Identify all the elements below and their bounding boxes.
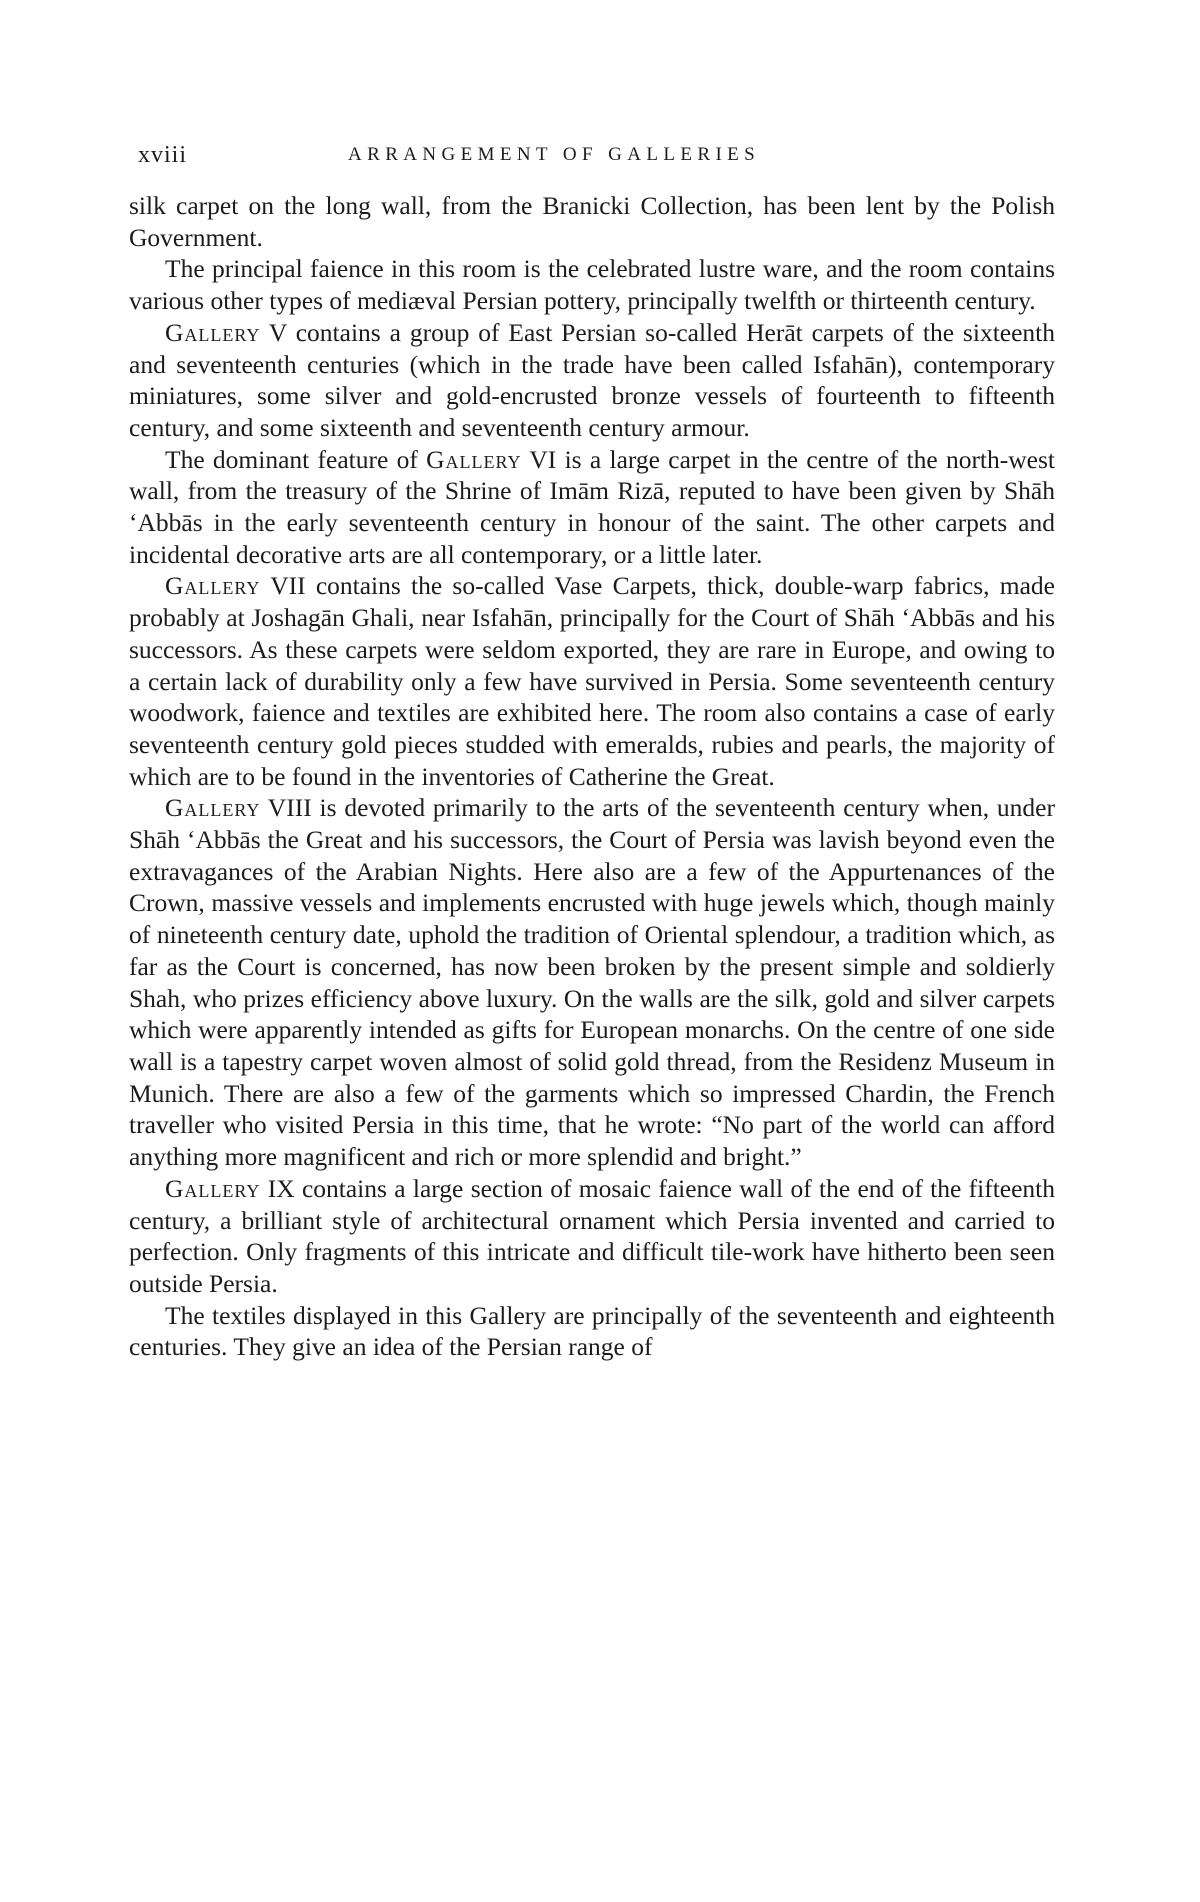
gallery-label: Gallery xyxy=(426,444,522,474)
paragraph-faience: The principal faience in this room is the celebrated lustre ware, and the room contains various other types of mediæval Persian pottery, principally twelfth or thirteenth century. xyxy=(129,254,1055,316)
paragraph-gallery-vi: The dominant feature of Gallery VI is a large carpet in the centre of the north-west wall, from the treasury of the Shrine of Imām Rizā, reputed to have been given by Shāh ‘Abbās in the early seventeenth century in honour of the saint. The other carpets and incidental decorative arts are all contemporary, or a little later. xyxy=(129,444,1056,569)
gallery-label: Gallery xyxy=(165,317,261,347)
paragraph-gallery-vii: Gallery VII contains the so-called Vase Carpets, thick, double-warp fabrics, made probably at Joshagān Ghali, near Isfahān, principally for the Court of Shāh ‘Abbās and his successors. As these carpets were seldom exported, they are rare in Europe, and owing to a certain lack of durability only a few have survived in Persia. Some seventeenth century woodwork, faience and textiles are exhibited here. The room also contains a case of early seventeenth century gold pieces studded with emeralds, rubies and pearls, the majority of which are to be found in the inventories of Catherine the Great. xyxy=(129,571,1055,791)
gallery-label: Gallery xyxy=(165,1173,261,1203)
paragraph-branicki: silk carpet on the long wall, from the Branicki Collection, has been lent by the Polish Government. xyxy=(129,191,1055,252)
paragraph-textiles: The textiles displayed in this Gallery are principally of the seventeenth and eighteenth centuries. They give an idea of the Persian range of xyxy=(129,1300,1055,1362)
page-number: xviii xyxy=(138,142,188,168)
paragraph-gallery-v: Gallery V contains a group of East Persian so-called Herāt carpets of the sixteenth and seventeenth centuries (which in the trade have been called Isfahān), contemporary miniatures, some silver and gold-encrusted bronze vessels of fourteenth to fifteenth century, and some sixteenth and seventeenth century armour. xyxy=(129,317,1055,442)
body-text xyxy=(129,190,1055,1363)
paragraph-gallery-ix: Gallery IX contains a large section of mosaic faience wall of the end of the fifteenth century, a brilliant style of architectural ornament which Persia invented and carried to perfection. Only fragments of this intricate and difficult tile-work have hitherto been seen outside Persia. xyxy=(129,1173,1055,1298)
paragraph-gallery-viii: Gallery VIII is devoted primarily to the arts of the seventeenth century when, under Shāh ‘Abbās the Great and his successors, the Court of Persia was lavish beyond even the extravagances of the Arabian Nights. Here also are a few of the Appurtenances of the Crown, massive vessels and implements encrusted with huge jewels which, though mainly of nineteenth century date, uphold the tradition of Oriental splendour, a tradition which, as far as the Court is concerned, has now been broken by the present simple and soldierly Shah, who prizes efficiency above luxury. On the walls are the silk, gold and silver carpets which were apparently intended as gifts for European monarchs. On the centre of one side wall is a tapestry carpet woven almost of solid gold thread, from the Residenz Museum in Munich. There are also a few of the garments which so impressed Chardin, the French traveller who visited Persia in this time, that he wrote: “No part of the world can afford anything more magnificent and rich or more splendid and bright.” xyxy=(129,793,1055,1172)
gallery-label: Gallery xyxy=(165,793,261,823)
running-title: ARRANGEMENT OF GALLERIES xyxy=(348,144,761,165)
gallery-label: Gallery xyxy=(165,571,261,601)
running-head xyxy=(138,142,1058,172)
